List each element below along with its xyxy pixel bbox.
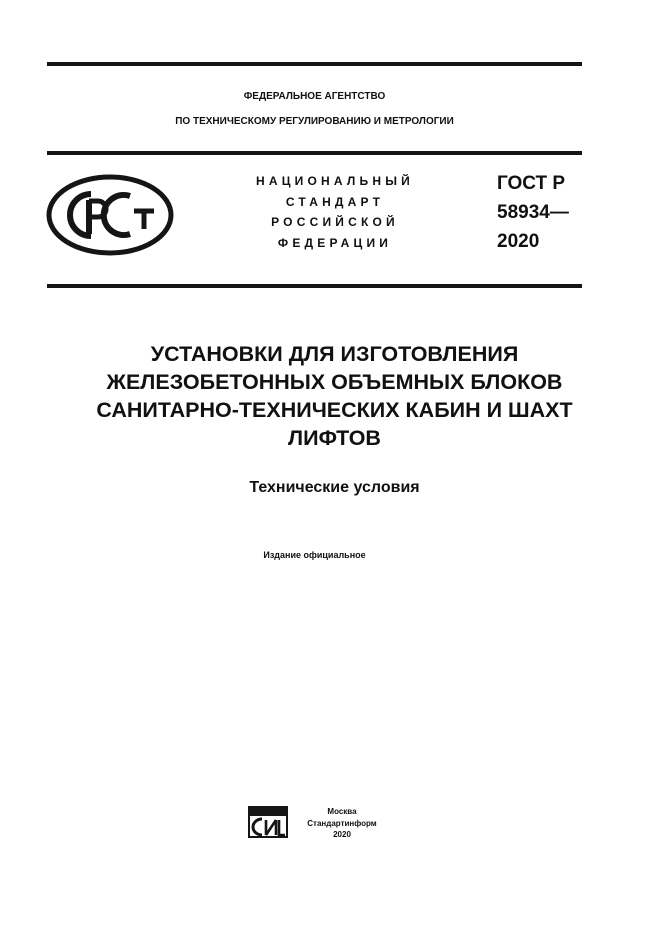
document-title bbox=[47, 340, 622, 452]
standard-type-line: НАЦИОНАЛЬНЫЙ bbox=[255, 174, 415, 188]
gost-designation bbox=[497, 169, 569, 256]
publisher-block bbox=[302, 806, 382, 841]
title-line: ЖЕЛЕЗОБЕТОННЫХ ОБЪЕМНЫХ БЛОКОВ bbox=[106, 370, 563, 394]
gost-number: 58934— bbox=[497, 202, 569, 223]
standard-type-line: ФЕДЕРАЦИИ bbox=[277, 235, 393, 250]
top-rule bbox=[47, 62, 582, 66]
header-rule bbox=[47, 151, 582, 155]
publisher-city: Москва bbox=[327, 807, 357, 816]
edition-note: Издание официальное bbox=[263, 550, 366, 560]
standartinform-logo-icon bbox=[248, 806, 288, 838]
standard-type-block bbox=[240, 171, 430, 253]
rst-certification-mark-icon bbox=[46, 174, 174, 256]
title-line: УСТАНОВКИ ДЛЯ ИЗГОТОВЛЕНИЯ bbox=[150, 342, 519, 366]
title-line: САНИТАРНО-ТЕХНИЧЕСКИХ КАБИН И ШАХТ bbox=[96, 398, 573, 422]
title-line: ЛИФТОВ bbox=[288, 426, 381, 450]
publisher-year: 2020 bbox=[333, 830, 351, 839]
standard-type-line: СТАНДАРТ bbox=[285, 194, 385, 209]
agency-name-line2: ПО ТЕХНИЧЕСКОМУ РЕГУЛИРОВАНИЮ И МЕТРОЛОГИИ bbox=[175, 116, 454, 127]
standard-type-line: РОССИЙСКОЙ bbox=[271, 215, 399, 229]
document-subtitle: Технические условия bbox=[249, 479, 420, 496]
publisher-name: Стандартинформ bbox=[307, 818, 377, 828]
emblem-rule bbox=[47, 284, 582, 288]
gost-prefix: ГОСТ Р bbox=[497, 173, 566, 194]
agency-name-line1: ФЕДЕРАЛЬНОЕ АГЕНТСТВО bbox=[243, 91, 386, 102]
gost-year: 2020 bbox=[497, 231, 540, 252]
